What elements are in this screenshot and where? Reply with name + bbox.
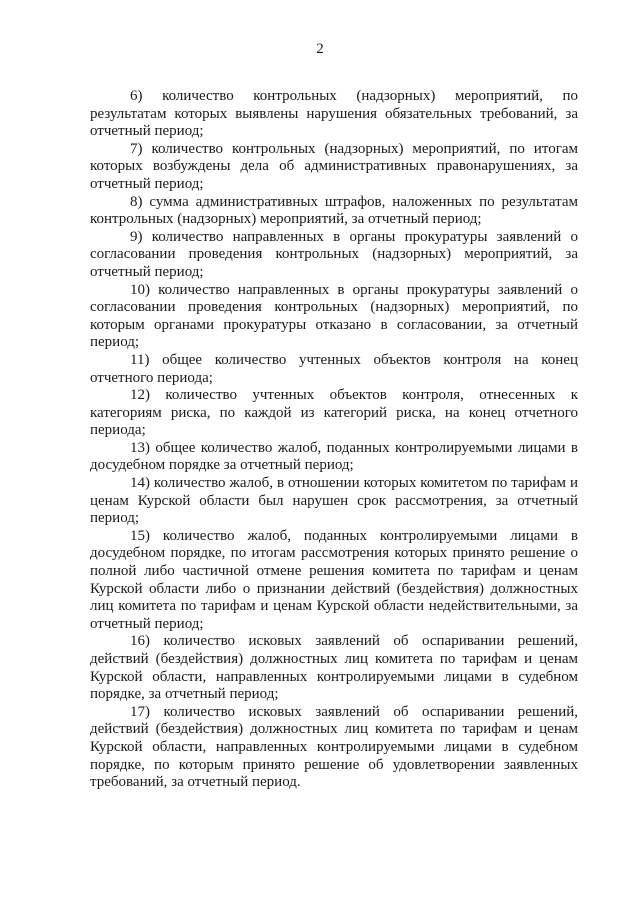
list-item-15: 15) количество жалоб, поданных контролируемыми лицами в досудебном порядке, по итогам рассмотрения которых принято решение о полной либо частичной отмене решения комитета по тарифам и ценам Курской области либо о признании действий (бездействия) должностных лиц комитета по тарифам и ценам Курской области недействительными, за отчетный период; [90, 527, 578, 632]
list-item-14: 14) количество жалоб, в отношении которых комитетом по тарифам и ценам Курской области был нарушен срок рассмотрения, за отчетный период; [90, 475, 578, 527]
document-body [90, 88, 578, 792]
list-item-13: 13) общее количество жалоб, поданных контролируемыми лицами в досудебном порядке за отчетный период; [90, 439, 578, 474]
list-item-11: 11) общее количество учтенных объектов контроля на конец отчетного периода; [90, 351, 578, 386]
list-item-8: 8) сумма административных штрафов, наложенных по результатам контрольных (надзорных) мероприятий, за отчетный период; [90, 193, 578, 228]
list-item-16: 16) количество исковых заявлений об оспаривании решений, действий (бездействия) должностных лиц комитета по тарифам и ценам Курской области, направленных контролируемыми лицами в судебном порядке, за отчетный период; [90, 633, 578, 703]
list-item-17: 17) количество исковых заявлений об оспаривании решений, действий (бездействия) должностных лиц комитета по тарифам и ценам Курской области, направленных контролируемыми лицами в судебном порядке, по которым принято решение об удовлетворении заявленных требований, за отчетный период. [90, 703, 578, 791]
list-item-9: 9) количество направленных в органы прокуратуры заявлений о согласовании проведения контрольных (надзорных) мероприятий, за отчетный период; [90, 228, 578, 280]
list-item-7: 7) количество контрольных (надзорных) мероприятий, по итогам которых возбуждены дела об административных правонарушениях, за отчетный период; [90, 140, 578, 192]
list-item-10: 10) количество направленных в органы прокуратуры заявлений о согласовании проведения контрольных (надзорных) мероприятий, по которым органами прокуратуры отказано в согласовании, за отчетный период; [90, 281, 578, 351]
list-item-12: 12) количество учтенных объектов контроля, отнесенных к категориям риска, по каждой из категорий риска, на конец отчетного периода; [90, 387, 578, 439]
list-item-6: 6) количество контрольных (надзорных) мероприятий, по результатам которых выявлены нарушения обязательных требований, за отчетный период; [90, 88, 578, 140]
page-number: 2 [316, 41, 324, 57]
